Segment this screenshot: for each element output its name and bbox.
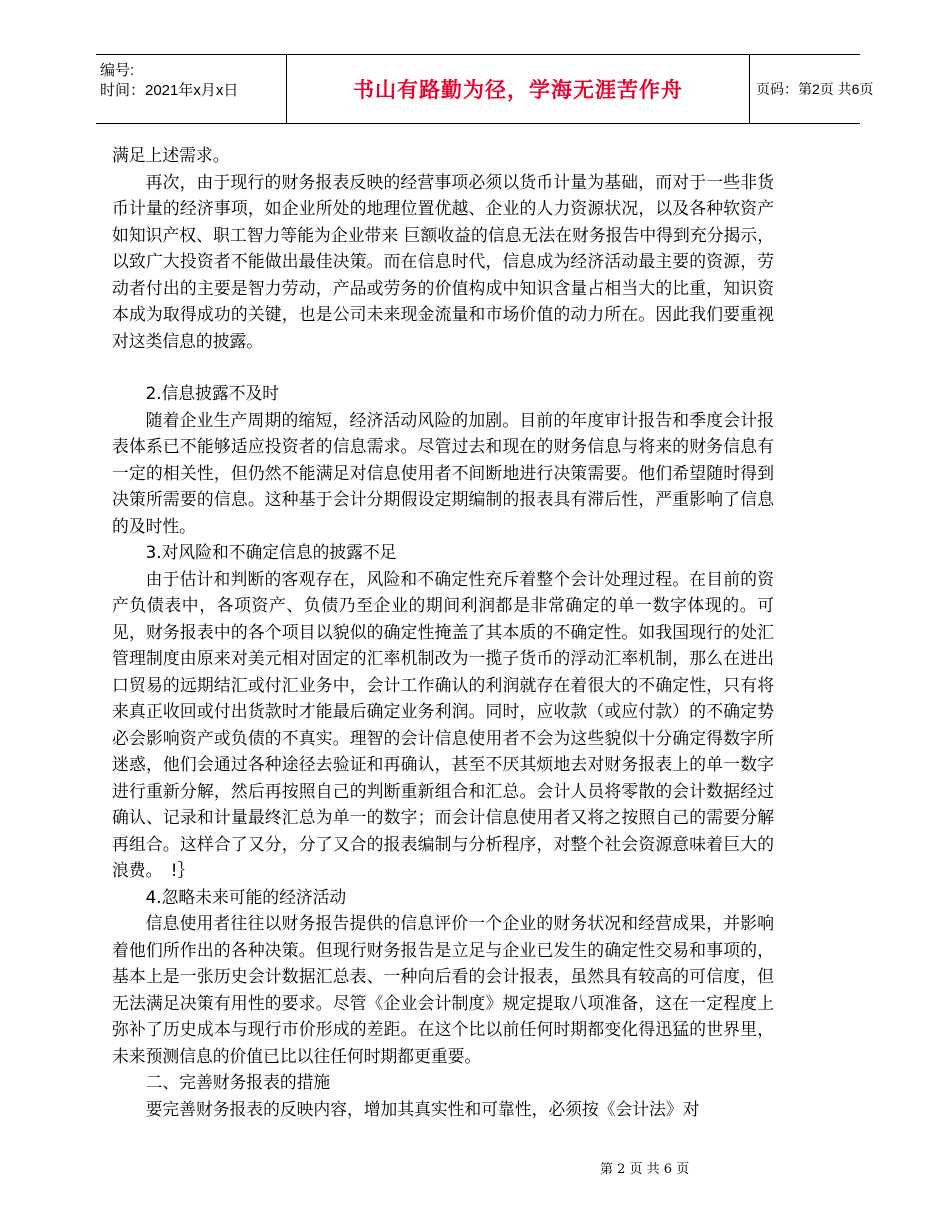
page-footer: 第 2 页 共 6 页 xyxy=(600,1162,690,1177)
paragraph: 要完善财务报表的反映内容，增加其真实性和可靠性，必须按《会计法》对 xyxy=(145,1098,700,1119)
header-motto-cell xyxy=(286,55,750,123)
section-heading: 3.对风险和不确定信息的披露不足 xyxy=(145,542,397,562)
paragraph: 满足上述需求。 xyxy=(112,145,230,165)
document-body xyxy=(112,142,774,1122)
paragraph: 随着企业生产周期的缩短，经济活动风险的加剧。目前的年度审计报告和季度会计报表体系已不能够适应投资者的信息需求。尽管过去和现在的财务信息与将来的财务信息有一定的相关性，但仍然不能满足对信息使用者不间断地进行决策需要。他们希望随时得到决策所需要的信息。这种基于会计分期假设定期编制的报表具有滞后性，严重影响了信息的及时性。 xyxy=(112,409,774,536)
page-header xyxy=(96,54,874,124)
paragraph-gap xyxy=(112,354,774,380)
section-heading: 二、完善财务报表的措施 xyxy=(145,1072,331,1092)
header-motto: 书山有路勤为径，学海无涯苦作舟 xyxy=(353,78,683,102)
header-meta xyxy=(96,55,286,123)
paragraph: 再次，由于现行的财务报表反映的经营事项必须以货币计量为基础，而对于一些非货币计量的经济事项，如企业所处的地理位置优越、企业的人力资源状况，以及各种软资产如知识产权、职工智力等能为企业带来 巨额收益的信息无法在财务报告中得到充分揭示，以致广大投资者不能做出最佳决策。而在信息时代，信息成为经济活动最主要的资源，劳动者付出的主要是智力劳动，产品或劳务的价值构成中知识含量占相当大的比重，知识资本成为取得成功的关键，也是公司未来现金流量和市场价值的动力所在。因此我们要重视对这类信息的披露。 xyxy=(112,171,774,351)
paragraph: 信息使用者往往以财务报告提供的信息评价一个企业的财务状况和经营成果，并影响着他们所作出的各种决策。但现行财务报告是立足与企业已发生的确定性交易和事项的，基本上是一张历史会计数据汇总表、一种向后看的会计报表，虽然具有较高的可信度，但无法满足决策有用性的要求。尽管《企业会计制度》规定提取八项准备，这在一定程度上弥补了历史成本与现行市价形成的差距。在这个比以前任何时期都变化得迅猛的世界里，未来预测信息的价值已比以往任何时期都更重要。 xyxy=(112,913,774,1066)
paragraph: 由于估计和判断的客观存在，风险和不确定性充斥着整个会计处理过程。在目前的资产负债表中，各项资产、负债乃至企业的期间利润都是非常确定的单一数字体现的。可见，财务报表中的各个项目以貌似的确定性掩盖了其本质的不确定性。如我国现行的处汇管理制度由原来对美元相对固定的汇率机制改为一揽子货币的浮动汇率机制，那么在进出口贸易的远期结汇或付汇业务中，会计工作确认的利润就存在着很大的不确定性，只有将来真正收回或付出货款时才能最后确定业务利润。同时，应收款（或应付款）的不确定势必会影响资产或负债的不真实。理智的会计信息使用者不会为这些貌似十分确定得数字所迷惑，他们会通过各种途径去验证和再确认，甚至不厌其烦地去对财务报表上的单一数字进行重新分解，然后再按照自己的判断重新组合和汇总。会计人员将零散的会计数据经过确认、记录和计量最终汇总为单一的数字；而会计信息使用者又将之按照自己的需要分解再组合。这样合了又分，分了又合的报表编制与分析程序，对整个社会资源意味着巨大的浪费。 !｝ xyxy=(112,568,774,880)
header-page-number: 页码：第2页 共6页 xyxy=(756,81,874,97)
section-heading: 2.信息披露不及时 xyxy=(145,383,280,403)
section-heading: 4.忽略未来可能的经济活动 xyxy=(145,886,347,907)
document-date: 时间：2021年x月x日 xyxy=(100,82,239,99)
document-number-label: 编号: xyxy=(100,62,135,79)
